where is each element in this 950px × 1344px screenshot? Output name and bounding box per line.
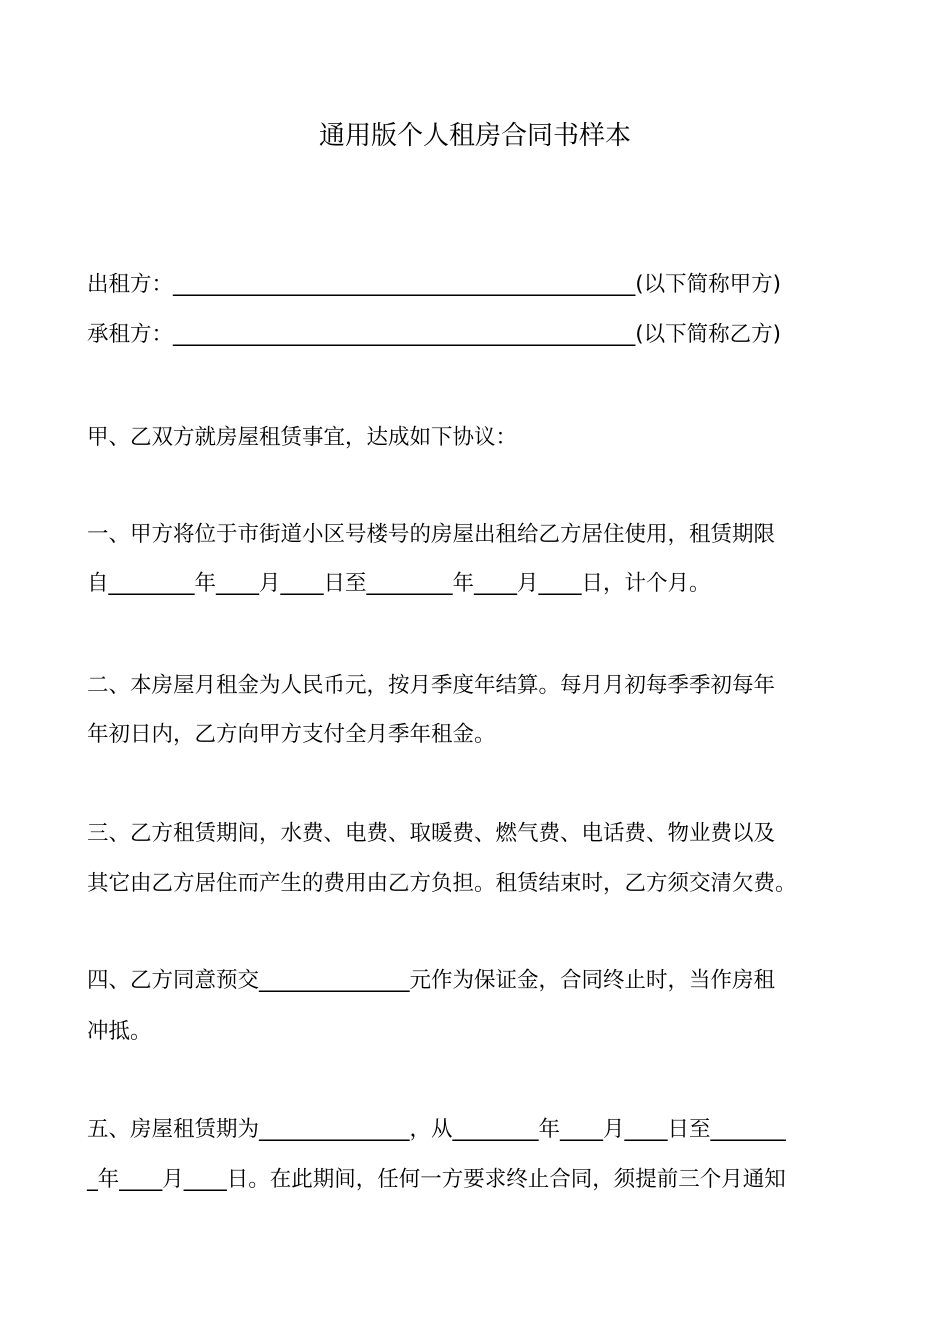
clause-5-line-2: _年____月____日。在此期间，任何一方要求终止合同，须提前三个月通知 (87, 1167, 786, 1192)
lessor-line: 出租方：___________________________________________(以下简称甲方) (87, 272, 782, 297)
clause-2-line-1: 二、本房屋月租金为人民币元，按月季度年结算。每月月初每季季初每年 (87, 673, 776, 698)
clause-1-line-1: 一、甲方将位于市街道小区号楼号的房屋出租给乙方居住使用，租赁期限 (87, 522, 776, 547)
clause-2-line-2: 年初日内，乙方向甲方支付全月季年租金。 (87, 722, 496, 747)
clause-3-line-2: 其它由乙方居住而产生的费用由乙方负担。租赁结束时，乙方须交清欠费。 (87, 871, 797, 896)
clause-5-line-1: 五、房屋租赁期为______________，从________年____月____日至_______ (87, 1117, 786, 1142)
document-title: 通用版个人租房合同书样本 (318, 121, 631, 151)
clause-4-line-2: 冲抵。 (87, 1019, 152, 1044)
clause-3-line-1: 三、乙方租赁期间，水费、电费、取暖费、燃气费、电话费、物业费以及 (87, 821, 776, 846)
clause-1-line-2: 自________年____月____日至________年____月____日，计个月。 (87, 571, 711, 596)
clause-4-line-1: 四、乙方同意预交______________元作为保证金，合同终止时，当作房租 (87, 968, 776, 993)
lessee-line: 承租方：___________________________________________(以下简称乙方) (87, 322, 782, 347)
intro-paragraph: 甲、乙双方就房屋租赁事宜，达成如下协议： (87, 425, 518, 450)
